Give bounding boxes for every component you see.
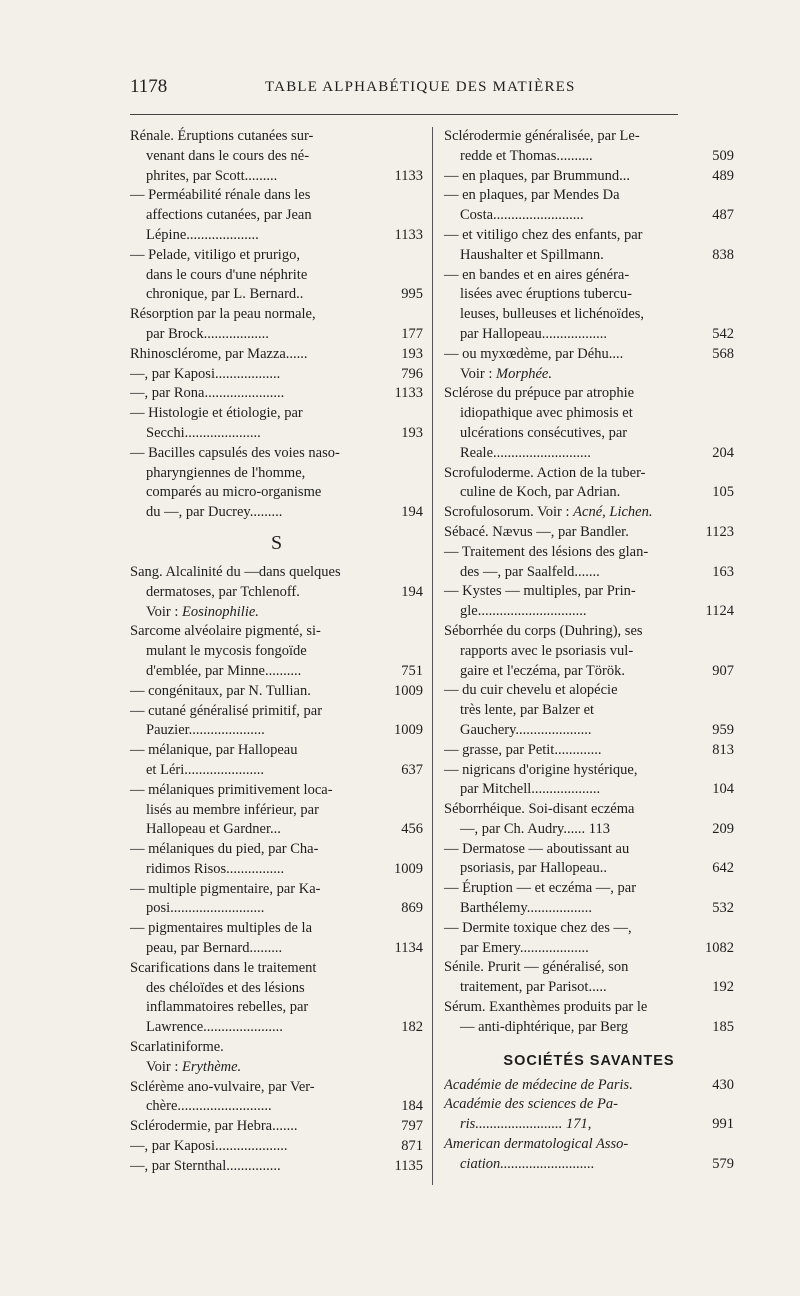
- index-entry: [130, 1117, 423, 1137]
- index-entry: [444, 365, 734, 385]
- entry-line: [444, 206, 734, 226]
- entry-text: ris........................ 171,: [460, 1116, 592, 1133]
- entry-line: [444, 1018, 734, 1038]
- entry-line: [444, 721, 734, 741]
- entry-line: Sénile. Prurit — généralisé, son: [444, 959, 629, 976]
- index-entry: [130, 1058, 423, 1078]
- see-reference: [130, 1058, 423, 1078]
- entry-text: Costa.........................: [460, 207, 584, 224]
- see-label: Scrofulosorum. Voir :: [444, 504, 574, 521]
- index-entry: [130, 1038, 423, 1058]
- entry-line: — du cuir chevelu et alopécie: [444, 682, 618, 699]
- page-ref: 163: [682, 563, 734, 583]
- see-reference: [444, 503, 734, 523]
- entry-text: Pauzier.....................: [146, 722, 265, 739]
- entry-line: [130, 662, 423, 682]
- index-entry: [444, 622, 734, 681]
- page-ref: 104: [682, 780, 734, 800]
- entry-text: chère..........................: [146, 1098, 272, 1115]
- entry-line: Rénale. Éruptions cutanées sur-: [130, 128, 314, 144]
- entry-text: —, par Sternthal...............: [130, 1157, 281, 1174]
- entry-line: — et vitiligo chez des enfants, par: [444, 226, 643, 243]
- entry-text: traitement, par Parisot.....: [460, 979, 607, 996]
- entry-line: — Bacilles capsulés des voies naso-: [130, 444, 340, 461]
- entry-line: — multiple pigmentaire, par Ka-: [130, 880, 321, 897]
- page-ref: 185: [682, 1018, 734, 1038]
- entry-line: [444, 820, 734, 840]
- page-ref: 991: [682, 1115, 734, 1135]
- entry-line: pharyngiennes de l'homme,: [146, 464, 306, 481]
- entry-text: — anti-diphtérique, par Berg: [460, 1018, 629, 1035]
- entry-line: Scarlatiniforme.: [130, 1039, 224, 1056]
- entry-line: ulcérations consécutives, par: [460, 424, 628, 441]
- entry-line: Séborrhée du corps (Duhring), ses: [444, 622, 643, 639]
- page-number: 1178: [130, 76, 168, 97]
- entry-line: [130, 285, 423, 305]
- page-ref: 1133: [371, 167, 423, 187]
- page-ref: 907: [682, 662, 734, 682]
- index-entry: [130, 305, 423, 345]
- entry-line: rapports avec le psoriasis vul-: [460, 642, 634, 659]
- index-entry: [444, 464, 734, 504]
- entry-text: Gauchery.....................: [460, 721, 592, 738]
- entry-line: [130, 503, 423, 523]
- see-target: Eosinophilie.: [182, 603, 259, 620]
- entry-text: Lawrence......................: [146, 1019, 283, 1036]
- page-ref: 177: [371, 325, 423, 345]
- page-ref: 1133: [371, 384, 423, 404]
- entry-line: — Éruption — et eczéma —, par: [444, 880, 637, 897]
- index-entry: [444, 761, 734, 801]
- entry-line: mulant le mycosis fongoïde: [146, 643, 307, 660]
- entry-text: d'emblée, par Minne..........: [146, 662, 302, 679]
- entry-text: du —, par Ducrey.........: [146, 504, 283, 521]
- index-entry: [130, 404, 423, 444]
- entry-line: [130, 1137, 423, 1157]
- entry-text: par Brock..................: [146, 325, 269, 342]
- index-entry: [130, 186, 423, 245]
- entry-line: Sérum. Exanthèmes produits par le: [444, 999, 648, 1016]
- index-entry: [130, 622, 423, 681]
- see-reference: [130, 603, 423, 623]
- column-divider: [432, 127, 433, 1185]
- entry-text: par Hallopeau..................: [460, 325, 607, 342]
- page-ref: 489: [682, 167, 734, 187]
- entry-text: peau, par Bernard.........: [146, 940, 283, 957]
- header-rule: [130, 114, 678, 115]
- entry-line: [130, 167, 423, 187]
- entry-line: lisés au membre inférieur, par: [146, 801, 319, 818]
- entry-line: [444, 167, 734, 187]
- entry-line: [444, 1155, 734, 1175]
- entry-line: Scarifications dans le traitement: [130, 959, 317, 976]
- index-entry: [444, 582, 734, 622]
- entry-line: — mélaniques primitivement loca-: [130, 781, 333, 798]
- index-entry: [130, 741, 423, 781]
- entry-line: [130, 325, 423, 345]
- entry-line: [130, 682, 423, 702]
- entry-text: Sébacé. Nævus —, par Bandler.: [444, 523, 629, 540]
- entry-line: — cutané généralisé primitif, par: [130, 702, 323, 719]
- index-entry: [444, 345, 734, 365]
- section-heading: SOCIÉTÉS SAVANTES: [503, 1052, 675, 1069]
- entry-line: [130, 424, 423, 444]
- entry-line: [444, 563, 734, 583]
- see-target: Morphée.: [496, 365, 552, 382]
- entry-line: comparés au micro-organisme: [146, 484, 322, 501]
- entry-text: dermatoses, par Tchlenoff.: [146, 583, 300, 600]
- page-ref: 184: [371, 1097, 423, 1117]
- entry-text: —, par Ch. Audry...... 113: [460, 820, 610, 837]
- entry-line: Scrofuloderme. Action de la tuber-: [444, 464, 646, 481]
- entry-line: Sclérodermie généralisée, par Le-: [444, 128, 640, 144]
- entry-text: — grasse, par Petit.............: [444, 741, 602, 758]
- entry-line: [130, 860, 423, 880]
- page-ref: 1009: [371, 721, 423, 741]
- index-entry: [130, 919, 423, 959]
- entry-line: [130, 365, 423, 385]
- entry-line: — Histologie et étiologie, par: [130, 405, 303, 422]
- entry-text: Rhinosclérome, par Mazza......: [130, 345, 308, 362]
- entry-line: [130, 384, 423, 404]
- page-ref: 456: [371, 820, 423, 840]
- page-header: [130, 76, 675, 104]
- entry-line: [444, 1115, 734, 1135]
- entry-text: par Mitchell...................: [460, 781, 601, 798]
- index-entry: [444, 266, 734, 345]
- page-ref: 1009: [371, 860, 423, 880]
- letter-heading: S: [270, 531, 283, 554]
- entry-line: leuses, bulleuses et lichénoïdes,: [460, 306, 645, 323]
- entry-line: lisées avec éruptions tubercu-: [460, 286, 632, 303]
- index-entry: [444, 543, 734, 583]
- entry-text: posi..........................: [146, 900, 265, 917]
- entry-line: American dermatological Asso-: [444, 1136, 629, 1153]
- index-entry: [444, 384, 734, 463]
- entry-line: [130, 820, 423, 840]
- entry-text: gaire et l'eczéma, par Török.: [460, 662, 625, 679]
- page-ref: 509: [682, 147, 734, 167]
- entry-text: phrites, par Scott.........: [146, 167, 278, 184]
- page-ref: 532: [682, 899, 734, 919]
- entry-line: Séborrhéique. Soi-disant eczéma: [444, 801, 635, 818]
- entry-text: Reale...........................: [460, 444, 591, 461]
- index-entry: [130, 1157, 423, 1177]
- entry-text: chronique, par L. Bernard..: [146, 286, 304, 303]
- entry-line: [130, 1097, 423, 1117]
- page-ref: 869: [371, 899, 423, 919]
- entry-text: —, par Kaposi....................: [130, 1138, 288, 1155]
- entry-line: — Dermatose — aboutissant au: [444, 840, 630, 857]
- entry-line: [444, 523, 734, 543]
- index-entry: [444, 127, 734, 167]
- page-ref: 642: [682, 859, 734, 879]
- entry-line: — Traitement des lésions des glan-: [444, 543, 649, 560]
- index-entry: [444, 503, 734, 523]
- entry-line: — Pelade, vitiligo et prurigo,: [130, 246, 300, 263]
- entry-line: [130, 939, 423, 959]
- page-ref: 637: [371, 761, 423, 781]
- index-entry: [130, 563, 423, 603]
- entry-text: — ou myxœdème, par Déhu....: [444, 345, 624, 362]
- entry-line: affections cutanées, par Jean: [146, 207, 312, 224]
- page-ref: 105: [682, 483, 734, 503]
- index-entry: [130, 781, 423, 840]
- entry-line: des chéloïdes et des lésions: [146, 979, 305, 996]
- entry-line: Résorption par la peau normale,: [130, 306, 316, 323]
- entry-line: [130, 1018, 423, 1038]
- entry-line: Académie des sciences de Pa-: [444, 1096, 618, 1113]
- index-entry: [444, 919, 734, 959]
- entry-text: gle..............................: [460, 603, 587, 620]
- entry-text: Sclérodermie, par Hebra.......: [130, 1118, 298, 1135]
- entry-line: — en bandes et en aires généra-: [444, 266, 630, 283]
- index-entry: [130, 246, 423, 305]
- index-entry: [130, 345, 423, 365]
- page-ref: 751: [371, 662, 423, 682]
- index-entry: [444, 998, 734, 1038]
- index-entry: [444, 681, 734, 740]
- see-label: Voir :: [146, 1058, 182, 1075]
- index-entry: [444, 1095, 734, 1135]
- index-entry: [444, 226, 734, 266]
- entry-line: [444, 147, 734, 167]
- entry-line: dans le cours d'une néphrite: [146, 266, 308, 283]
- page-ref: 1082: [682, 939, 734, 959]
- entry-text: —, par Rona......................: [130, 385, 285, 402]
- see-reference: [444, 365, 734, 385]
- index-entry: [444, 523, 734, 543]
- page-ref: 1009: [371, 682, 423, 702]
- see-label: Voir :: [460, 365, 496, 382]
- index-entry: [130, 365, 423, 385]
- index-entry: [130, 959, 423, 1038]
- index-entry: [130, 880, 423, 920]
- page-ref: 1135: [371, 1157, 423, 1177]
- entry-line: — en plaques, par Mendes Da: [444, 187, 620, 204]
- page-ref: 430: [682, 1076, 734, 1096]
- index-entry: [130, 1137, 423, 1157]
- entry-line: Sclérose du prépuce par atrophie: [444, 385, 635, 402]
- entry-line: [444, 859, 734, 879]
- entry-line: [130, 583, 423, 603]
- entry-line: — Dermite toxique chez des —,: [444, 919, 632, 936]
- page-ref: 204: [682, 444, 734, 464]
- index-entry: [130, 384, 423, 404]
- entry-line: [444, 602, 734, 622]
- entry-text: — congénitaux, par N. Tullian.: [130, 682, 311, 699]
- entry-line: [444, 780, 734, 800]
- entry-line: venant dans le cours des né-: [146, 147, 310, 164]
- entry-line: — mélaniques du pied, par Cha-: [130, 841, 319, 858]
- page-ref: 194: [371, 503, 423, 523]
- entry-line: [130, 899, 423, 919]
- entry-text: Académie de médecine de Paris.: [444, 1076, 633, 1093]
- index-entry: [130, 444, 423, 523]
- index-entry: [444, 800, 734, 840]
- page-ref: 796: [371, 365, 423, 385]
- entry-text: — en plaques, par Brummund...: [444, 167, 631, 184]
- page-ref: 193: [371, 345, 423, 365]
- page-ref: 182: [371, 1018, 423, 1038]
- running-title: TABLE ALPHABÉTIQUE DES MATIÈRES: [265, 79, 576, 95]
- see-target: Erythème.: [182, 1058, 242, 1075]
- index-entry: [444, 958, 734, 998]
- entry-line: [444, 662, 734, 682]
- entry-line: [444, 444, 734, 464]
- page-ref: 193: [371, 424, 423, 444]
- entry-text: et Léri......................: [146, 761, 264, 778]
- entry-line: [444, 939, 734, 959]
- page-ref: 959: [682, 721, 734, 741]
- entry-text: Hallopeau et Gardner...: [146, 821, 281, 838]
- page-ref: 1124: [682, 602, 734, 622]
- index-entry: [130, 840, 423, 880]
- entry-line: — Perméabilité rénale dans les: [130, 187, 311, 204]
- entry-line: [444, 899, 734, 919]
- index-entry: [130, 603, 423, 623]
- entry-line: [130, 345, 423, 365]
- page-ref: 192: [682, 978, 734, 998]
- entry-text: redde et Thomas..........: [460, 147, 593, 164]
- entry-line: [444, 741, 734, 761]
- index-entry: [444, 879, 734, 919]
- entry-line: [130, 1117, 423, 1137]
- entry-text: Lépine....................: [146, 226, 259, 243]
- entry-text: par Emery...................: [460, 939, 589, 956]
- see-target: Acné, Lichen.: [573, 504, 653, 521]
- entry-line: [444, 483, 734, 503]
- index-entry: [444, 186, 734, 226]
- entry-line: Sarcome alvéolaire pigmenté, si-: [130, 623, 321, 640]
- entry-text: —, par Kaposi..................: [130, 365, 281, 382]
- entry-line: très lente, par Balzer et: [460, 702, 595, 719]
- page-ref: 797: [371, 1117, 423, 1137]
- index-entry: [130, 1078, 423, 1118]
- entry-line: [444, 978, 734, 998]
- page-ref: 194: [371, 583, 423, 603]
- index-entry: [444, 167, 734, 187]
- entry-text: des —, par Saalfeld.......: [460, 563, 600, 580]
- page-ref: 838: [682, 246, 734, 266]
- entry-line: — mélanique, par Hallopeau: [130, 742, 298, 759]
- page-ref: 871: [371, 1137, 423, 1157]
- page-ref: 579: [682, 1155, 734, 1175]
- page-ref: 542: [682, 325, 734, 345]
- entry-line: — nigricans d'origine hystérique,: [444, 761, 638, 778]
- right-column: [444, 127, 734, 1175]
- index-entry: [130, 702, 423, 742]
- entry-text: psoriasis, par Hallopeau..: [460, 860, 607, 877]
- page-ref: 1123: [682, 523, 734, 543]
- page-ref: 568: [682, 345, 734, 365]
- entry-line: [130, 761, 423, 781]
- page-ref: 995: [371, 285, 423, 305]
- entry-line: — Kystes — multiples, par Prin-: [444, 583, 636, 600]
- entry-line: [444, 246, 734, 266]
- index-entry: [444, 840, 734, 880]
- entry-line: idiopathique avec phimosis et: [460, 405, 633, 422]
- index-entry: [444, 741, 734, 761]
- entry-text: ciation..........................: [460, 1155, 595, 1172]
- entry-line: [444, 345, 734, 365]
- entry-line: [130, 721, 423, 741]
- entry-line: [130, 226, 423, 246]
- entry-text: Secchi.....................: [146, 424, 261, 441]
- page-ref: 1134: [371, 939, 423, 959]
- index-entry: [444, 1076, 734, 1096]
- entry-line: — pigmentaires multiples de la: [130, 920, 313, 937]
- entry-line: [444, 325, 734, 345]
- entry-text: ridimos Risos................: [146, 860, 285, 877]
- entry-line: Sclérème ano-vulvaire, par Ver-: [130, 1078, 315, 1095]
- page-ref: 813: [682, 741, 734, 761]
- page-ref: 487: [682, 206, 734, 226]
- page-ref: 1133: [371, 226, 423, 246]
- entry-text: Barthélemy..................: [460, 900, 592, 917]
- index-entry: [130, 682, 423, 702]
- see-label: Voir :: [146, 603, 182, 620]
- left-column: [130, 127, 423, 1177]
- entry-line: Sang. Alcalinité du —dans quelques: [130, 563, 341, 580]
- index-entry: [444, 1135, 734, 1175]
- entry-text: culine de Koch, par Adrian.: [460, 484, 621, 501]
- page-ref: 209: [682, 820, 734, 840]
- entry-text: Haushalter et Spillmann.: [460, 246, 604, 263]
- index-entry: [130, 127, 423, 186]
- entry-line: [444, 1076, 734, 1096]
- entry-line: inflammatoires rebelles, par: [146, 999, 309, 1016]
- entry-line: [130, 1157, 423, 1177]
